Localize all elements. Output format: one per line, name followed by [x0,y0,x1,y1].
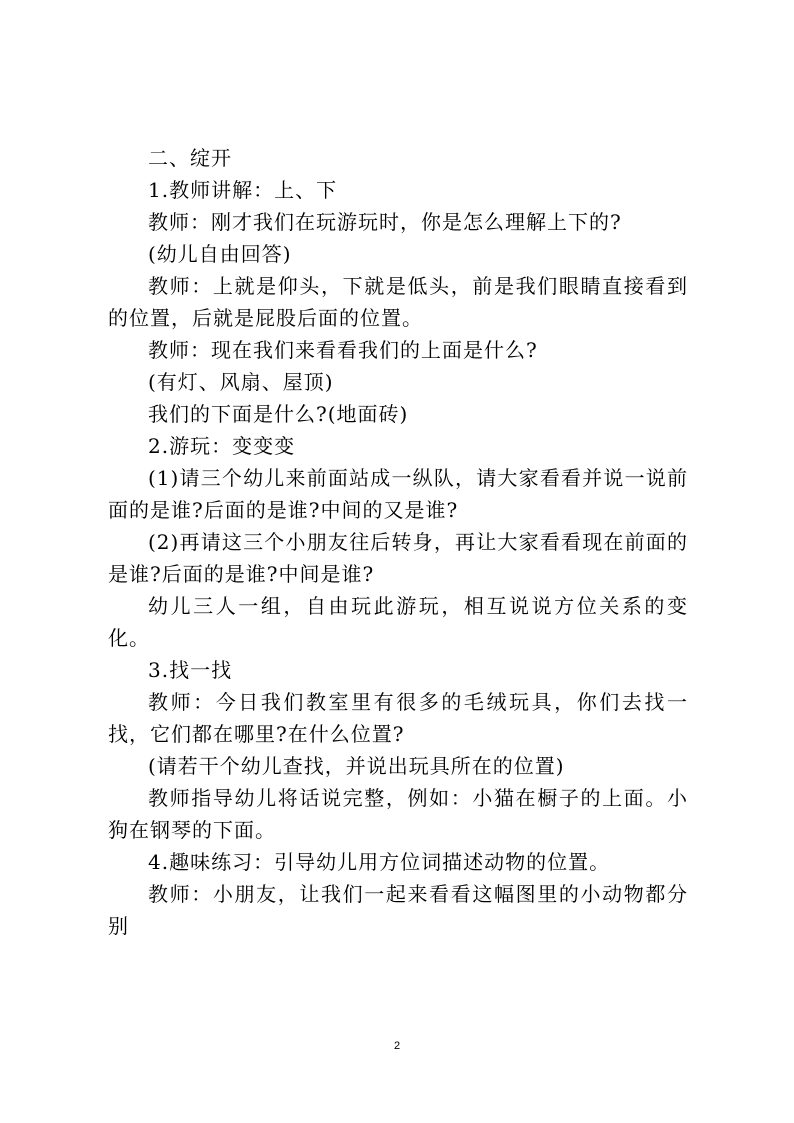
section-heading: 二、绽开 [148,146,232,170]
subsection-heading: 2.游玩：变变变 [148,434,296,458]
paragraph: (2)再请这三个小朋友往后转身，再让大家看看现在前面的是谁?后面的是谁?中间是谁? [108,530,688,586]
paragraph: 幼儿三人一组，自由玩此游玩，相互说说方位关系的变化。 [108,594,688,650]
paragraph: 教师：上就是仰头，下就是低头，前是我们眼睛直接看到的位置，后就是屁股后面的位置。 [108,274,688,330]
paragraph: 我们的下面是什么?(地面砖) [148,402,409,426]
page-number: 2 [393,1040,401,1052]
paragraph: 教师：今日我们教室里有很多的毛绒玩具，你们去找一找，它们都在哪里?在什么位置? [108,690,688,746]
paragraph: (有灯、风扇、屋顶) [148,370,334,394]
paragraph: 教师指导幼儿将话说完整，例如：小猫在橱子的上面。小狗在钢琴的下面。 [108,786,688,842]
paragraph: (请若干个幼儿查找，并说出玩具所在的位置) [148,754,565,778]
paragraph: (幼儿自由回答) [148,242,292,266]
document-body [108,142,688,942]
subsection-heading: 4.趣味练习：引导幼儿用方位词描述动物的位置。 [148,850,611,874]
paragraph: 教师：现在我们来看看我们的上面是什么? [148,338,538,362]
paragraph: 教师：小朋友，让我们一起来看看这幅图里的小动物都分别 [108,882,688,938]
paragraph: 教师：刚才我们在玩游玩时，你是怎么理解上下的? [148,210,622,234]
subsection-heading: 3.找一找 [148,658,233,682]
subsection-heading: 1.教师讲解：上、下 [148,178,338,202]
paragraph: (1)请三个幼儿来前面站成一纵队，请大家看看并说一说前面的是谁?后面的是谁?中间的又是谁? [108,466,688,522]
